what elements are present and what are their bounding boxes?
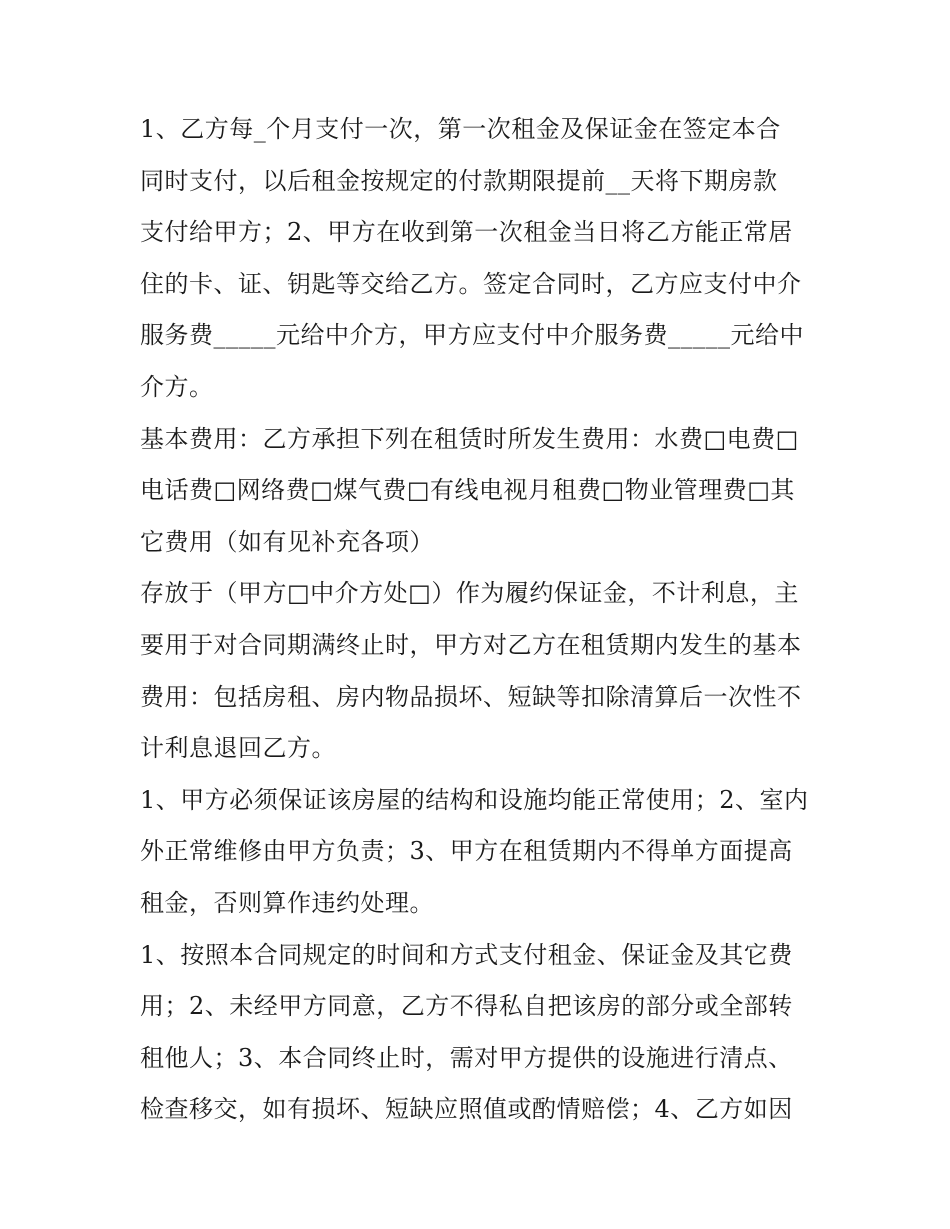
text-line: 外正常维修由甲方负责；3、甲方在租赁期内不得单方面提高: [140, 837, 793, 866]
text-line: 服务费_____元给中介方，甲方应支付中介服务费_____元给中: [140, 321, 804, 350]
text-line: 同时支付，以后租金按规定的付款期限提前__天将下期房款: [140, 166, 778, 195]
document-body: [140, 104, 820, 1136]
text-line: 住的卡、证、钥匙等交给乙方。签定合同时，乙方应支付中介: [140, 269, 802, 298]
text-line: 介方。: [140, 372, 214, 401]
text-line: 费用：包括房租、房内物品损坏、短缺等扣除清算后一次性不: [140, 682, 802, 711]
text-line: 基本费用：乙方承担下列在租赁时所发生费用：水费□电费□: [140, 424, 799, 453]
text-line: 1、乙方每_个月支付一次，第一次租金及保证金在签定本合: [140, 115, 781, 143]
text-line: 用；2、未经甲方同意，乙方不得私自把该房的部分或全部转: [140, 992, 793, 1021]
text-line: 1、按照本合同规定的时间和方式支付租金、保证金及其它费: [140, 940, 793, 969]
text-line: 支付给甲方；2、甲方在收到第一次租金当日将乙方能正常居: [140, 218, 793, 247]
text-line: 存放于（甲方□中介方处□）作为履约保证金，不计利息，主: [140, 579, 799, 608]
text-line: 租金，否则算作违约处理。: [140, 888, 434, 917]
text-line: 租他人；3、本合同终止时，需对甲方提供的设施进行清点、: [140, 1043, 793, 1072]
text-line: 1、甲方必须保证该房屋的结构和设施均能正常使用；2、室内: [140, 785, 809, 814]
text-line: 电话费□网络费□煤气费□有线电视月租费□物业管理费□其: [140, 476, 795, 505]
text-line: 要用于对合同期满终止时，甲方对乙方在租赁期内发生的基本: [140, 630, 802, 659]
text-line: 它费用（如有见补充各项）: [140, 527, 434, 556]
text-line: 检查移交，如有损坏、短缺应照值或酌情赔偿；4、乙方如因: [140, 1095, 793, 1124]
text-line: 计利息退回乙方。: [140, 734, 336, 763]
